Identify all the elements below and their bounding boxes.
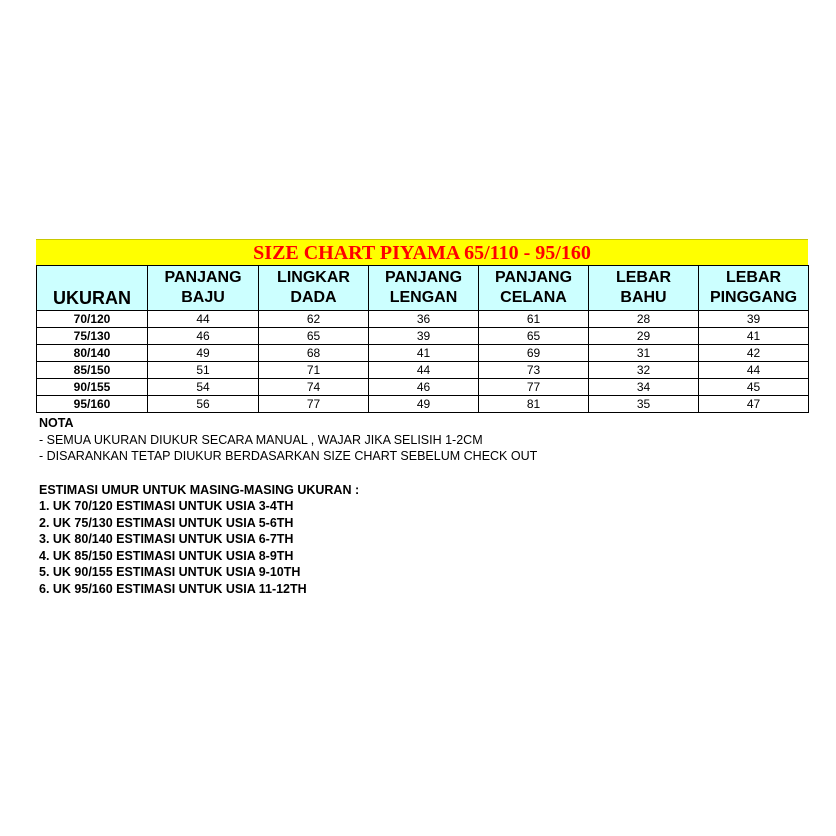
size-cell: 75/130: [37, 328, 148, 345]
value-cell: 56: [148, 396, 259, 413]
value-cell: 36: [369, 311, 479, 328]
value-cell: 51: [148, 362, 259, 379]
value-cell: 41: [369, 345, 479, 362]
estimate-line: 5. UK 90/155 ESTIMASI UNTUK USIA 9-10TH: [39, 565, 301, 579]
value-cell: 28: [589, 311, 699, 328]
table-row: [37, 311, 809, 328]
value-cell: 77: [259, 396, 369, 413]
size-table: [36, 265, 809, 413]
size-cell: 95/160: [37, 396, 148, 413]
value-cell: 65: [479, 328, 589, 345]
header-lingkar-dada: LINGKAR DADA: [259, 266, 369, 311]
size-cell: 70/120: [37, 311, 148, 328]
value-cell: 34: [589, 379, 699, 396]
value-cell: 65: [259, 328, 369, 345]
value-cell: 62: [259, 311, 369, 328]
value-cell: 45: [699, 379, 809, 396]
estimates-heading: ESTIMASI UMUR UNTUK MASING-MASING UKURAN :: [39, 482, 360, 497]
chart-title: SIZE CHART PIYAMA 65/110 - 95/160: [36, 239, 808, 265]
table-row: [37, 396, 809, 413]
value-cell: 46: [148, 328, 259, 345]
value-cell: 46: [369, 379, 479, 396]
size-cell: 90/155: [37, 379, 148, 396]
value-cell: 42: [699, 345, 809, 362]
estimate-line: 6. UK 95/160 ESTIMASI UNTUK USIA 11-12TH: [39, 581, 307, 596]
header-panjang-lengan: PANJANG LENGAN: [369, 266, 479, 311]
table-row: [37, 345, 809, 362]
notes-heading: NOTA: [39, 416, 74, 430]
size-cell: 85/150: [37, 362, 148, 379]
value-cell: 47: [699, 396, 809, 413]
header-row: [37, 266, 809, 311]
header-panjang-baju: PANJANG BAJU: [148, 266, 259, 311]
value-cell: 77: [479, 379, 589, 396]
value-cell: 44: [699, 362, 809, 379]
value-cell: 39: [699, 311, 809, 328]
value-cell: 31: [589, 345, 699, 362]
value-cell: 49: [148, 345, 259, 362]
value-cell: 29: [589, 328, 699, 345]
value-cell: 71: [259, 362, 369, 379]
estimate-line: 3. UK 80/140 ESTIMASI UNTUK USIA 6-7TH: [39, 532, 294, 546]
estimate-line: 4. UK 85/150 ESTIMASI UNTUK USIA 8-9TH: [39, 548, 294, 563]
header-lebar-bahu: LEBAR BAHU: [589, 266, 699, 311]
note-line: - DISARANKAN TETAP DIUKUR BERDASARKAN SIZE CHART SEBELUM CHECK OUT: [39, 449, 538, 463]
estimate-line: 2. UK 75/130 ESTIMASI UNTUK USIA 5-6TH: [39, 515, 294, 530]
value-cell: 68: [259, 345, 369, 362]
table-row: [37, 328, 809, 345]
value-cell: 49: [369, 396, 479, 413]
value-cell: 44: [369, 362, 479, 379]
value-cell: 69: [479, 345, 589, 362]
note-line: - SEMUA UKURAN DIUKUR SECARA MANUAL , WAJAR JIKA SELISIH 1-2CM: [39, 432, 483, 447]
value-cell: 44: [148, 311, 259, 328]
value-cell: 39: [369, 328, 479, 345]
table-row: [37, 379, 809, 396]
size-cell: 80/140: [37, 345, 148, 362]
table-row: [37, 362, 809, 379]
value-cell: 74: [259, 379, 369, 396]
value-cell: 61: [479, 311, 589, 328]
value-cell: 32: [589, 362, 699, 379]
notes-section: [36, 415, 808, 597]
value-cell: 41: [699, 328, 809, 345]
header-ukuran: UKURAN: [37, 266, 148, 311]
value-cell: 73: [479, 362, 589, 379]
value-cell: 35: [589, 396, 699, 413]
value-cell: 54: [148, 379, 259, 396]
size-chart-sheet: [36, 239, 808, 597]
header-lebar-pinggang: LEBAR PINGGANG: [699, 266, 809, 311]
header-panjang-celana: PANJANG CELANA: [479, 266, 589, 311]
estimate-line: 1. UK 70/120 ESTIMASI UNTUK USIA 3-4TH: [39, 499, 294, 513]
value-cell: 81: [479, 396, 589, 413]
